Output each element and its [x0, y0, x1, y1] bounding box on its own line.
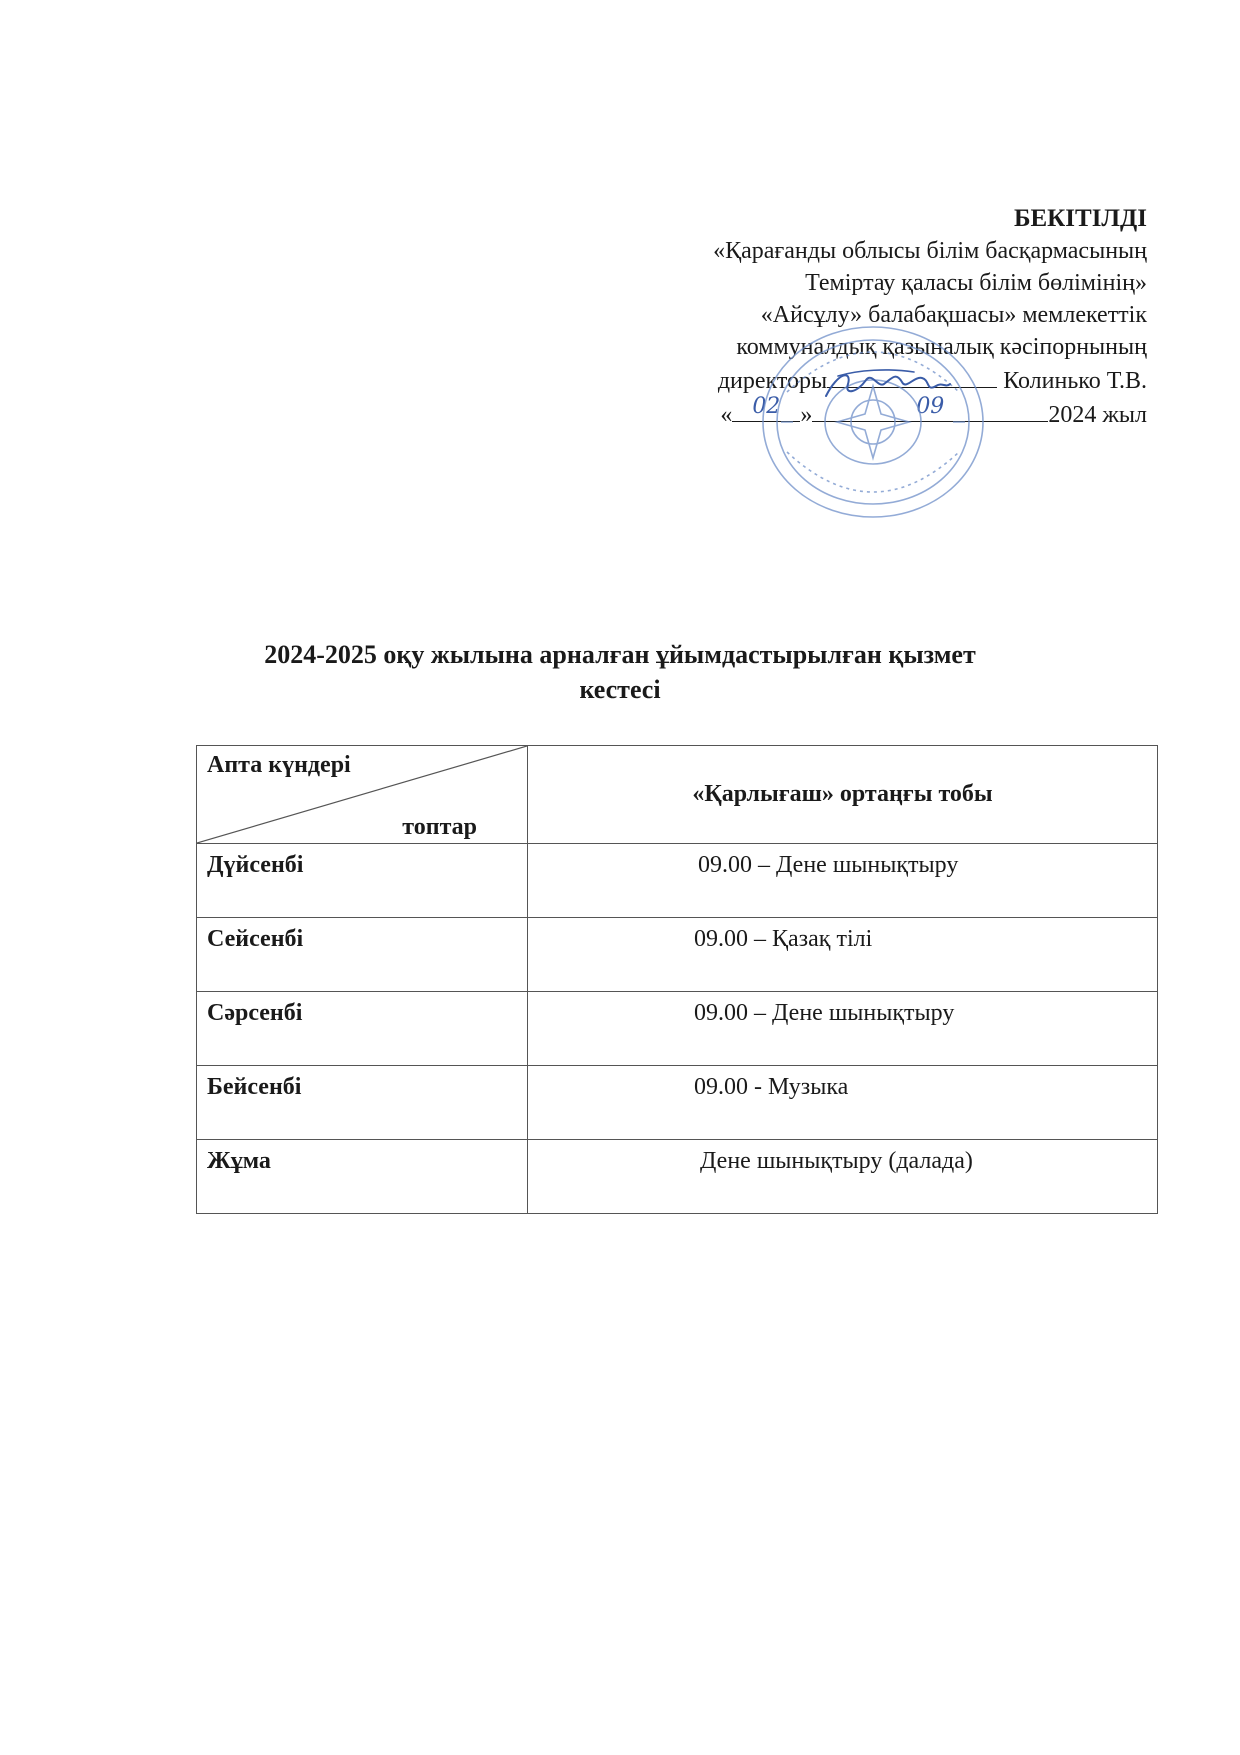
activity-cell [528, 992, 1158, 1066]
activity-text: 09.00 – Қазақ тілі [694, 926, 873, 952]
header-groups-label: топтар [402, 814, 477, 840]
header-weekdays-label: Апта күндері [207, 752, 351, 778]
activity-text: Дене шынықтыру (далада) [700, 1148, 973, 1174]
day-cell: Сәрсенбі [197, 992, 528, 1066]
activity-text: 09.00 – Дене шынықтыру [694, 1000, 955, 1026]
activity-cell [528, 1066, 1158, 1140]
date-day-line [732, 394, 800, 422]
day-cell: Жұма [197, 1140, 528, 1214]
table-header-row [197, 746, 1158, 844]
table-row [197, 1140, 1158, 1214]
activity-cell [528, 918, 1158, 992]
activity-text: 09.00 - Музыка [694, 1074, 849, 1100]
date-open-quote: « [720, 402, 733, 428]
approval-line-3: «Айсұлу» балабақшасы» мемлекеттік [760, 302, 1147, 328]
document-title [150, 637, 1090, 707]
approval-block [587, 203, 1147, 431]
activity-cell [528, 1140, 1158, 1214]
document-title-line-2: кестесі [579, 675, 661, 704]
table-row [197, 918, 1158, 992]
activity-cell [528, 844, 1158, 918]
day-cell: Дүйсенбі [197, 844, 528, 918]
document-title-line-1: 2024-2025 оқу жылына арналған ұйымдастырылған қызмет [264, 640, 976, 669]
table-row [197, 1066, 1158, 1140]
header-diagonal-cell [197, 746, 528, 844]
table-row [197, 844, 1158, 918]
director-name: Колинько Т.В. [1003, 368, 1147, 394]
header-group-name: «Қарлығаш» ортаңғы тобы [528, 746, 1158, 844]
date-day: 02 [752, 394, 781, 419]
approval-line-1: «Қарағанды облысы білім басқармасының [713, 238, 1147, 264]
approval-line-2: Теміртау қаласы білім бөлімінің» [805, 270, 1147, 296]
date-month-line [812, 394, 1048, 422]
table-row [197, 992, 1158, 1066]
date-year: 2024 жыл [1048, 402, 1147, 428]
day-cell: Бейсенбі [197, 1066, 528, 1140]
date-close-quote: » [800, 402, 813, 428]
approval-heading: БЕКІТІЛДІ [1013, 205, 1147, 232]
schedule-table [196, 745, 1158, 1214]
day-cell: Сейсенбі [197, 918, 528, 992]
director-prefix: директоры [717, 368, 828, 394]
activity-text: 09.00 – Дене шынықтыру [698, 852, 959, 878]
date-line [587, 394, 1147, 431]
signature-line [827, 363, 997, 388]
approval-line-4: коммуналдық қазыналық кәсіпорнының [736, 334, 1147, 360]
date-month: 09 [916, 394, 945, 419]
